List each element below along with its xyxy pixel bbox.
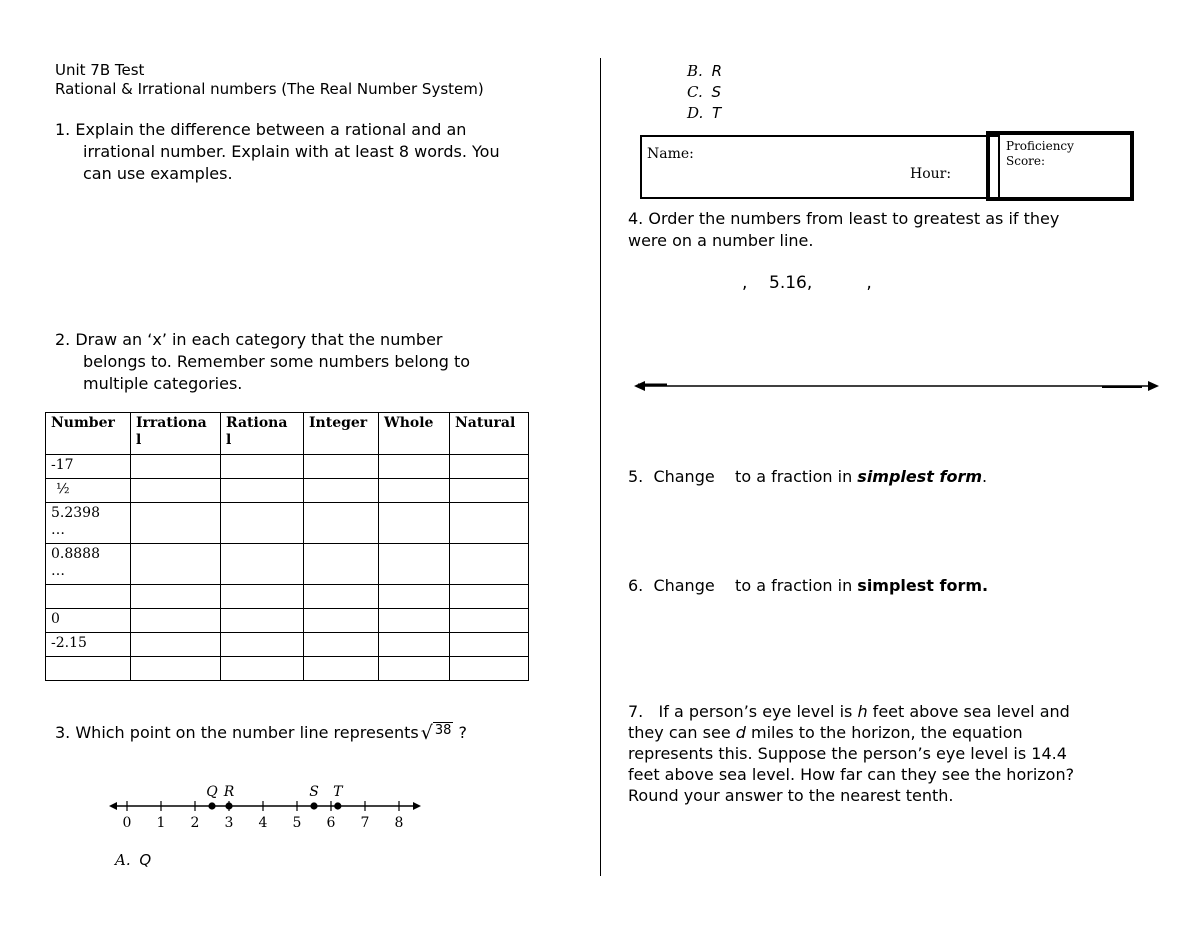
- answer-choice-d[interactable]: [687, 103, 722, 124]
- question-7: [628, 701, 1074, 806]
- answer-cell[interactable]: [221, 455, 304, 479]
- tick-label: 0: [122, 815, 132, 831]
- q7-text: they can see: [628, 723, 736, 742]
- point-label: S: [309, 784, 319, 800]
- question-1: [55, 119, 500, 185]
- table-header-row: [46, 413, 529, 455]
- table-row: [46, 455, 529, 479]
- choice-value: S: [711, 83, 722, 101]
- answer-cell[interactable]: [131, 544, 221, 585]
- number-cell: 5.2398 …: [46, 503, 131, 544]
- col-header-natural: Natural: [450, 413, 529, 455]
- number-line-point: [310, 802, 317, 809]
- question-2-line: belongs to. Remember some numbers belong to: [83, 352, 471, 371]
- answer-cell[interactable]: [221, 503, 304, 544]
- question-4-line: 4. Order the numbers from least to greatest as if they: [628, 209, 1060, 228]
- table-row: [46, 633, 529, 657]
- tick-label: 1: [156, 815, 166, 831]
- radicand: 38: [434, 723, 452, 738]
- answer-cell[interactable]: [450, 544, 529, 585]
- number-cell: ½: [46, 479, 131, 503]
- question-7-line: represents this. Suppose the person’s eye level is 14.4: [628, 744, 1067, 763]
- test-header: [55, 61, 484, 99]
- answer-cell[interactable]: [379, 609, 450, 633]
- question-6: [628, 575, 988, 597]
- question-4-line: were on a number line.: [628, 231, 814, 250]
- number-line-point: [225, 802, 232, 809]
- name-label: Name:: [647, 146, 694, 162]
- question-3-text: 3. Which point on the number line represents: [55, 723, 419, 742]
- right-arrow-icon: [1148, 381, 1159, 391]
- choice-letter: D.: [687, 104, 704, 122]
- answer-cell[interactable]: [221, 544, 304, 585]
- answer-cell[interactable]: [450, 455, 529, 479]
- question-7-line: [628, 722, 1074, 743]
- answer-cell[interactable]: [379, 544, 450, 585]
- answer-cell[interactable]: [304, 657, 379, 681]
- answer-choice-b[interactable]: [687, 61, 722, 82]
- choice-letter: A.: [115, 851, 131, 869]
- table-row: [46, 503, 529, 544]
- answer-cell[interactable]: [450, 609, 529, 633]
- answer-cell[interactable]: [221, 633, 304, 657]
- number-line-point: [334, 802, 341, 809]
- answer-number-line[interactable]: [632, 376, 1162, 396]
- question-2-line: 2. Draw an ‘x’ in each category that the number: [55, 330, 443, 349]
- question-3-number-line: [100, 772, 440, 838]
- tick-label: 6: [326, 815, 336, 831]
- answer-choice-a[interactable]: [115, 851, 151, 869]
- answer-choices-continued: [687, 61, 722, 124]
- point-label: Q: [206, 784, 218, 800]
- choice-letter: B.: [687, 62, 703, 80]
- answer-cell[interactable]: [450, 585, 529, 609]
- answer-cell[interactable]: [131, 633, 221, 657]
- choice-letter: C.: [687, 83, 703, 101]
- question-3-mark: ?: [458, 723, 467, 742]
- q7-var-h: h: [857, 702, 868, 721]
- tick-label: 4: [258, 815, 268, 831]
- question-5-emphasis: simplest form: [857, 467, 983, 486]
- test-subtitle: Rational & Irrational numbers (The Real Number System): [55, 80, 484, 98]
- choice-value: R: [711, 62, 723, 80]
- number-cell: -17: [46, 455, 131, 479]
- col-header-irrational: Irrationa l: [131, 413, 221, 455]
- answer-cell[interactable]: [379, 455, 450, 479]
- hour-label: Hour:: [910, 166, 952, 182]
- answer-cell[interactable]: [304, 503, 379, 544]
- answer-cell[interactable]: [131, 503, 221, 544]
- col-header-rational: Rationa l: [221, 413, 304, 455]
- col-header-whole: Whole: [379, 413, 450, 455]
- question-3-prompt: [55, 722, 467, 746]
- answer-cell[interactable]: [304, 585, 379, 609]
- tick-label: 7: [360, 815, 370, 831]
- question-7-line: feet above sea level. How far can they see the horizon?: [628, 765, 1075, 784]
- proficiency-label: Proficiency Score:: [1006, 139, 1074, 168]
- answer-cell[interactable]: [304, 633, 379, 657]
- left-arrow-icon: [109, 802, 117, 810]
- table-row: [46, 657, 529, 681]
- question-2: [55, 329, 470, 395]
- answer-cell[interactable]: [131, 609, 221, 633]
- number-line-point: [208, 802, 215, 809]
- student-name-box[interactable]: [640, 135, 1000, 199]
- number-cell: 0: [46, 609, 131, 633]
- numbers-to-order: , 5.16, ,: [742, 273, 872, 293]
- col-header-integer: Integer: [304, 413, 379, 455]
- left-arrow-icon: [634, 381, 645, 391]
- table-row: [46, 544, 529, 585]
- answer-cell[interactable]: [221, 585, 304, 609]
- table-row: [46, 585, 529, 609]
- answer-cell[interactable]: [304, 479, 379, 503]
- tick-label: 2: [190, 815, 200, 831]
- question-5-period: .: [982, 467, 988, 486]
- q7-var-d: d: [735, 723, 746, 742]
- number-cell: -2.15: [46, 633, 131, 657]
- answer-cell[interactable]: [379, 503, 450, 544]
- square-root-expression: [421, 722, 454, 746]
- table-row: [46, 479, 529, 503]
- answer-cell[interactable]: [450, 479, 529, 503]
- point-label: T: [333, 784, 343, 800]
- answer-cell[interactable]: [450, 657, 529, 681]
- point-label: R: [223, 784, 235, 800]
- number-cell: [46, 585, 131, 609]
- col-header-number: Number: [46, 413, 131, 455]
- question-5-text: 5. Change to a fraction in: [628, 467, 858, 486]
- answer-choice-c[interactable]: [687, 82, 722, 103]
- answer-cell[interactable]: [131, 657, 221, 681]
- answer-cell[interactable]: [379, 585, 450, 609]
- question-7-line: [628, 701, 1074, 722]
- table-row: [46, 609, 529, 633]
- question-1-line: 1. Explain the difference between a rational and an: [55, 120, 467, 139]
- tick-label: 5: [292, 815, 302, 831]
- question-4: [628, 208, 1059, 252]
- answer-cell[interactable]: [131, 585, 221, 609]
- number-category-table: [45, 412, 529, 681]
- question-1-line: can use examples.: [83, 164, 233, 183]
- question-5: [628, 466, 987, 488]
- answer-cell[interactable]: [379, 479, 450, 503]
- column-divider: [600, 58, 601, 876]
- answer-cell[interactable]: [304, 455, 379, 479]
- tick-label: 3: [224, 815, 234, 831]
- answer-cell[interactable]: [450, 633, 529, 657]
- number-cell: [46, 657, 131, 681]
- answer-cell[interactable]: [131, 479, 221, 503]
- question-1-line: irrational number. Explain with at least 8 words. You: [83, 142, 500, 161]
- choice-value: T: [712, 104, 722, 122]
- q7-text: feet above sea level and: [867, 702, 1070, 721]
- question-7-line: Round your answer to the nearest tenth.: [628, 786, 954, 805]
- choice-value: Q: [139, 851, 152, 869]
- answer-cell[interactable]: [304, 544, 379, 585]
- question-6-text: 6. Change to a fraction in: [628, 576, 858, 595]
- right-arrow-icon: [413, 802, 421, 810]
- answer-cell[interactable]: [304, 609, 379, 633]
- question-2-line: multiple categories.: [83, 374, 243, 393]
- q7-text: 7. If a person’s eye level is: [628, 702, 858, 721]
- answer-cell[interactable]: [221, 609, 304, 633]
- answer-cell[interactable]: [450, 503, 529, 544]
- test-title: Unit 7B Test: [55, 61, 145, 79]
- proficiency-score-box[interactable]: [986, 131, 1134, 201]
- radical-sign-icon: √: [420, 722, 433, 744]
- answer-cell[interactable]: [221, 657, 304, 681]
- number-cell: 0.8888 …: [46, 544, 131, 585]
- answer-cell[interactable]: [131, 455, 221, 479]
- tick-label: 8: [394, 815, 404, 831]
- answer-cell[interactable]: [221, 479, 304, 503]
- answer-cell[interactable]: [379, 633, 450, 657]
- question-6-emphasis: simplest form.: [857, 576, 989, 595]
- q7-text: miles to the horizon, the equation: [745, 723, 1023, 742]
- answer-cell[interactable]: [379, 657, 450, 681]
